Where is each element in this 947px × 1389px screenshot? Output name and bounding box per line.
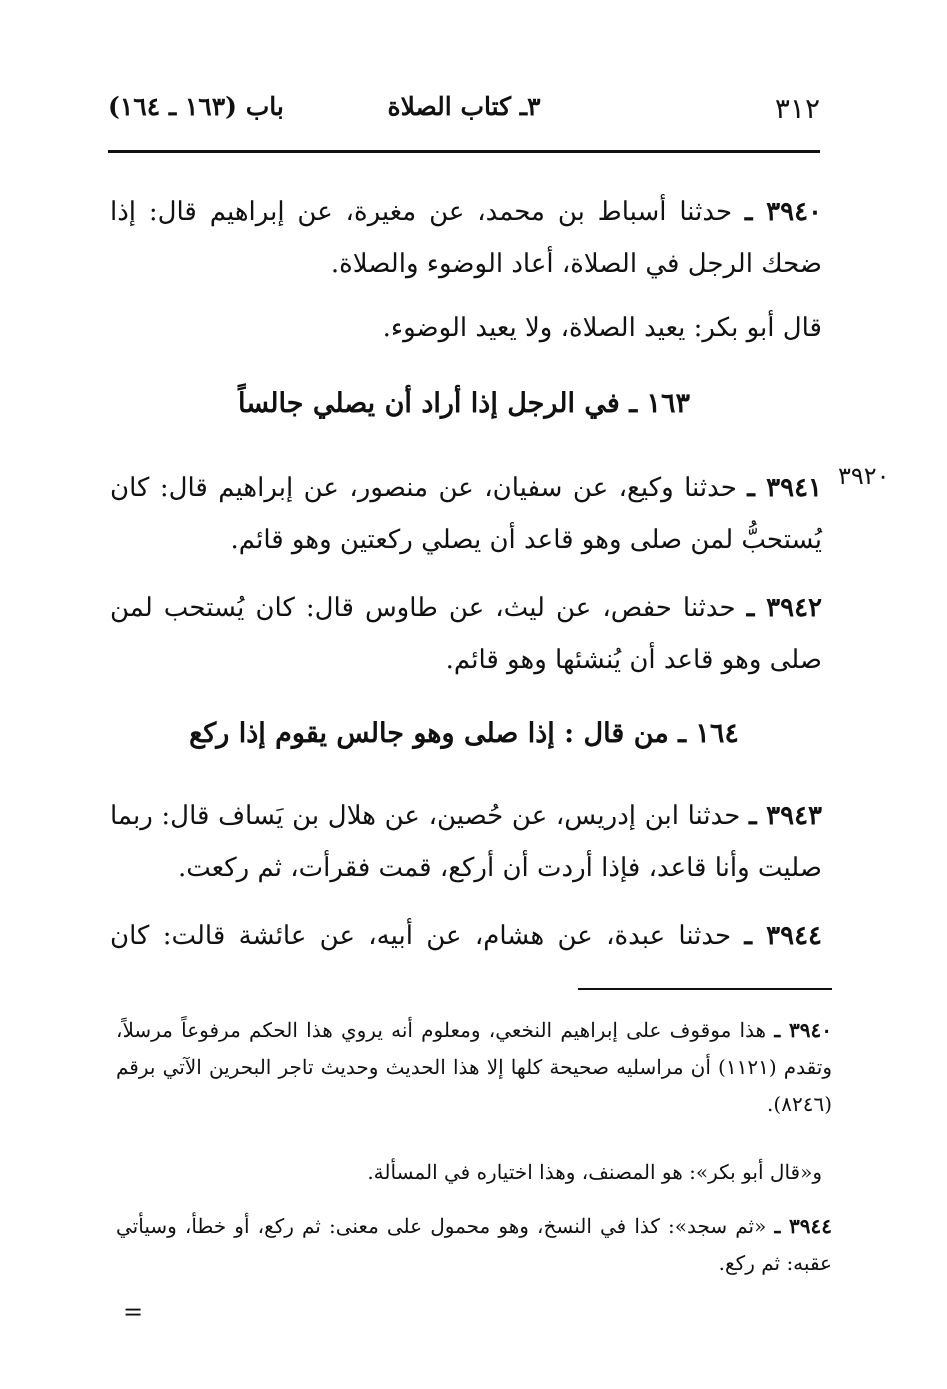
page-number: ٣١٢ xyxy=(774,92,820,125)
footnote-number: ٣٩٤٤ ـ xyxy=(774,1214,833,1238)
hadith-text: حدثنا وكيع، عن سفيان، عن منصور، عن إبراهيم قال: كان يُستحبُّ لمن صلى وهو قاعد أن يصلي ركعتين وهو قائم. xyxy=(110,473,822,555)
chapter-heading-164: ١٦٤ ـ من قال : إذا صلى وهو جالس يقوم إذا ركع xyxy=(189,718,739,749)
hadith-text: حدثنا عبدة، عن هشام، عن أبيه، عن عائشة قالت: كان xyxy=(110,921,745,951)
page-header xyxy=(108,92,820,136)
book-title: ٣ـ كتاب الصلاة xyxy=(387,92,541,121)
hadith-3942 xyxy=(110,582,822,686)
author-comment xyxy=(110,302,822,354)
hadith-3941 xyxy=(110,462,822,566)
chapter-heading-163: ١٦٣ ـ في الرجل إذا أراد أن يصلي جالساً xyxy=(237,388,691,419)
comment-text: قال أبو بكر: يعيد الصلاة، ولا يعيد الوضوء. xyxy=(382,313,822,343)
hadith-number: ٣٩٤٤ ـ xyxy=(744,921,822,951)
footnote-3944 xyxy=(116,1208,832,1282)
hadith-number: ٣٩٤٣ ـ xyxy=(749,801,822,831)
footnote-text: «ثم سجد»: كذا في النسخ، وهو محمول على معنى: ثم ركع، أو خطأ، وسيأتي عقبه: ثم ركع. xyxy=(116,1214,832,1275)
hadith-text: حدثنا حفص، عن ليث، عن طاوس قال: كان يُستحب لمن صلى وهو قاعد أن يُنشئها وهو قائم. xyxy=(110,593,822,675)
footnote-rule xyxy=(578,988,832,990)
hadith-number: ٣٩٤٢ ـ xyxy=(746,593,823,623)
hadith-number: ٣٩٤٠ ـ xyxy=(744,197,823,227)
header-rule xyxy=(108,150,820,153)
margin-number: ٣٩٢٠ xyxy=(838,462,890,490)
hadith-number: ٣٩٤١ ـ xyxy=(747,473,823,503)
footnote-text: هذا موقوف على إبراهيم النخعي، ومعلوم أنه يروي هذا الحكم مرفوعاً مرسلاً، وتقدم (١١٢١) أن مراسليه صحيحة كلها إلا هذا الحديث وحديث تاجر البحرين الآتي برقم (٨٢٤٦). xyxy=(116,1018,832,1116)
footnote-text: و«قال أبو بكر»: هو المصنف، وهذا اختياره في المسألة. xyxy=(367,1160,822,1184)
footnote-author-note xyxy=(116,1154,822,1191)
footnote-number: ٣٩٤٠ ـ xyxy=(774,1018,832,1042)
footnote-3940 xyxy=(116,1012,832,1123)
hadith-3943 xyxy=(110,790,822,894)
continuation-mark: = xyxy=(123,1298,144,1326)
hadith-3944 xyxy=(110,910,822,962)
hadith-text: حدثنا أسباط بن محمد، عن مغيرة، عن إبراهيم قال: إذا ضحك الرجل في الصلاة، أعاد الوضوء والصلاة. xyxy=(110,197,822,279)
hadith-text: حدثنا ابن إدريس، عن حُصين، عن هلال بن يَساف قال: ربما صليت وأنا قاعد، فإذا أردت أن أركع، قمت فقرأت، ثم ركعت. xyxy=(110,801,822,883)
chapter-range: باب (١٦٣ ـ ١٦٤) xyxy=(108,92,284,121)
hadith-3940 xyxy=(110,186,822,290)
